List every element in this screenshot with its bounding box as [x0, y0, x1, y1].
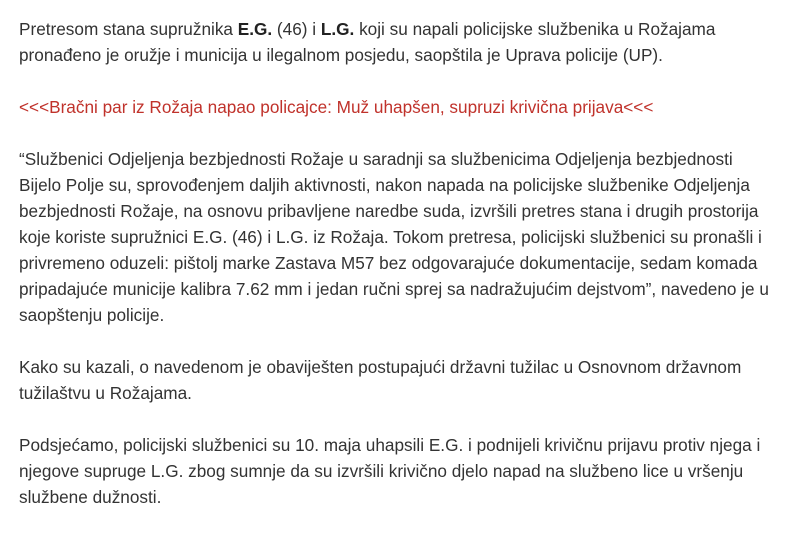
- intro-initials-lg: L.G.: [320, 19, 355, 39]
- paragraph-related: [19, 94, 769, 120]
- paragraph-intro: [19, 16, 769, 68]
- intro-text-3: koji su napali policijske službenika u Rožajama pronađeno je oružje i municija u ilegalnom posjedu, saopštila je Uprava policije (UP).: [19, 19, 716, 65]
- paragraph-prosecutor: Kako su kazali, o navedenom je obaviješten postupajući državni tužilac u Osnovnom državnom tužilaštvu u Rožajama.: [19, 357, 742, 403]
- paragraph-reminder: Podsjećamo, policijski službenici su 10. maja uhapsili E.G. i podnijeli krivičnu prijavu protiv njega i njegove supruge L.G. zbog sumnje da su izvršili krivično djelo napad na službeno lice u vršenju službene dužnosti.: [19, 435, 761, 507]
- intro-text-2: (46) i: [272, 19, 321, 39]
- paragraph-quote: “Službenici Odjeljenja bezbjednosti Rožaje u saradnji sa službenicima Odjeljenja bezbjednosti Bijelo Polje su, sprovođenjem daljih aktivnosti, nakon napada na policijske službenike Odjeljenja bezbjednosti Rožaje, na osnovu pribavljene naredbe suda, izvršili pretres stana i drugih prostorija koje koriste supružnici E.G. (46) i L.G. iz Rožaja. Tokom pretresa, policijski službenici su pronašli i privremeno oduzeli: pištolj marke Zastava M57 bez odgovarajuće dokumentacije, sedam komada pripadajuće municije kalibra 7.62 mm i jedan ručni sprej sa nadražujućim dejstvom”, navedeno je u saopštenju policije.: [19, 149, 769, 325]
- intro-initials-eg: E.G.: [237, 19, 273, 39]
- related-article-link[interactable]: <<<Bračni par iz Rožaja napao policajce: Muž uhapšen, supruzi krivična prijava<<<: [19, 97, 654, 117]
- intro-text-1: Pretresom stana supružnika: [19, 19, 238, 39]
